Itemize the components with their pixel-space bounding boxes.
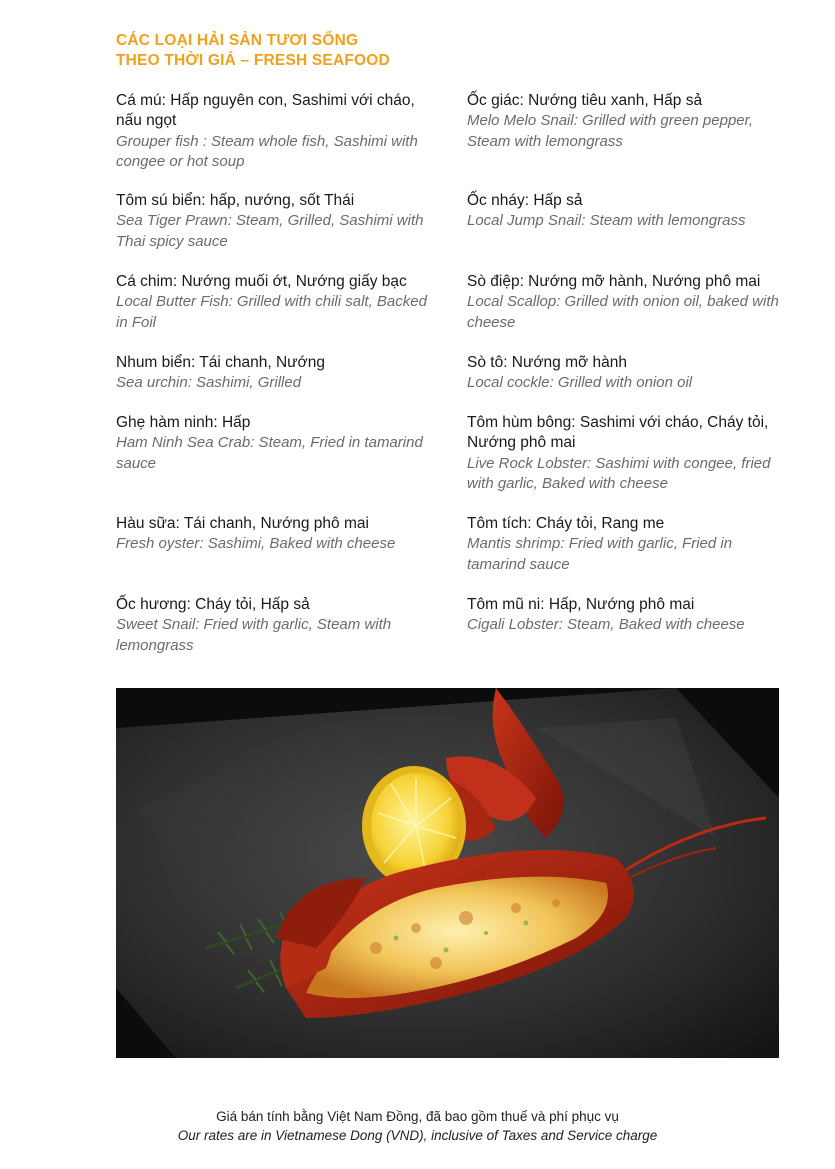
- title-english: THEO THỜI GIÁ – FRESH SEAFOOD: [116, 52, 390, 69]
- menu-item-vietnamese: Cá chim: Nướng muối ớt, Nướng giấy bạc: [116, 273, 407, 290]
- menu-item-english: Mantis shrimp: Fried with garlic, Fried in tamarind sauce: [467, 535, 733, 573]
- menu-item-english: Local Jump Snail: Steam with lemongrass: [467, 212, 746, 230]
- menu-item-vietnamese: Tôm hùm bông: Sashimi với cháo, Cháy tỏi, Nướng phô mai: [467, 414, 769, 452]
- menu-item: [467, 514, 787, 575]
- menu-item: [116, 413, 436, 474]
- menu-item-english: Local cockle: Grilled with onion oil: [467, 374, 693, 392]
- menu-item-vietnamese: Nhum biển: Tái chanh, Nướng: [116, 354, 325, 371]
- menu-item: [116, 91, 436, 172]
- section-title: [116, 31, 390, 71]
- menu-item-vietnamese: Sò điệp: Nướng mỡ hành, Nướng phô mai: [467, 273, 761, 290]
- menu-item: [116, 353, 436, 394]
- menu-item-english: Melo Melo Snail: Grilled with green pepper, Steam with lemongrass: [467, 112, 753, 150]
- menu-item-english: Grouper fish : Steam whole fish, Sashimi with congee or hot soup: [116, 132, 418, 170]
- menu-item-english: Sea Tiger Prawn: Steam, Grilled, Sashimi with Thai spicy sauce: [116, 212, 424, 250]
- menu-item-vietnamese: Hàu sữa: Tái chanh, Nướng phô mai: [116, 515, 369, 532]
- menu-item: [116, 191, 436, 252]
- menu-item-vietnamese: Cá mú: Hấp nguyên con, Sashimi với cháo, nấu ngọt: [116, 92, 415, 130]
- menu-item-vietnamese: Tôm mũ ni: Hấp, Nướng phô mai: [467, 596, 695, 613]
- menu-item: [467, 413, 787, 494]
- menu-item-english: Local Scallop: Grilled with onion oil, baked with cheese: [467, 293, 779, 331]
- menu-item: [116, 514, 436, 555]
- lobster-photo: [116, 688, 779, 1058]
- menu-item-vietnamese: Ốc hương: Cháy tỏi, Hấp sả: [116, 596, 310, 613]
- menu-item-vietnamese: Tôm tích: Cháy tỏi, Rang me: [467, 515, 665, 532]
- menu-item: [116, 272, 436, 333]
- menu-item-english: Fresh oyster: Sashimi, Baked with cheese: [116, 535, 396, 553]
- lobster-illustration: [116, 688, 779, 1058]
- menu-item-english: Local Butter Fish: Grilled with chili salt, Backed in Foil: [116, 293, 427, 331]
- menu-item-english: Sea urchin: Sashimi, Grilled: [116, 374, 302, 392]
- menu-item: [116, 595, 436, 656]
- menu-item-vietnamese: Ốc giác: Nướng tiêu xanh, Hấp sả: [467, 92, 703, 109]
- menu-item: [467, 191, 787, 232]
- menu-item: [467, 595, 787, 636]
- menu-item-vietnamese: Ốc nháy: Hấp sả: [467, 192, 583, 209]
- menu-item: [467, 91, 787, 152]
- menu-item-vietnamese: Sò tô: Nướng mỡ hành: [467, 354, 627, 371]
- menu-item-english: Cigali Lobster: Steam, Baked with cheese: [467, 616, 745, 634]
- menu-item-english: Ham Ninh Sea Crab: Steam, Fried in tamarind sauce: [116, 434, 423, 472]
- pricing-note-vietnamese: Giá bán tính bằng Việt Nam Đồng, đã bao gồm thuế và phí phục vụ: [216, 1109, 619, 1124]
- menu-item-english: Sweet Snail: Fried with garlic, Steam with lemongrass: [116, 616, 392, 654]
- title-vietnamese: CÁC LOẠI HẢI SẢN TƯƠI SỐNG: [116, 32, 359, 49]
- menu-item: [467, 272, 787, 333]
- menu-item-english: Live Rock Lobster: Sashimi with congee, fried with garlic, Baked with cheese: [467, 454, 771, 492]
- pricing-note-english: Our rates are in Vietnamese Dong (VND), inclusive of Taxes and Service charge: [177, 1128, 658, 1143]
- menu-item: [467, 353, 787, 394]
- menu-item-vietnamese: Ghẹ hàm ninh: Hấp: [116, 414, 251, 431]
- menu-item-vietnamese: Tôm sú biển: hấp, nướng, sốt Thái: [116, 192, 355, 209]
